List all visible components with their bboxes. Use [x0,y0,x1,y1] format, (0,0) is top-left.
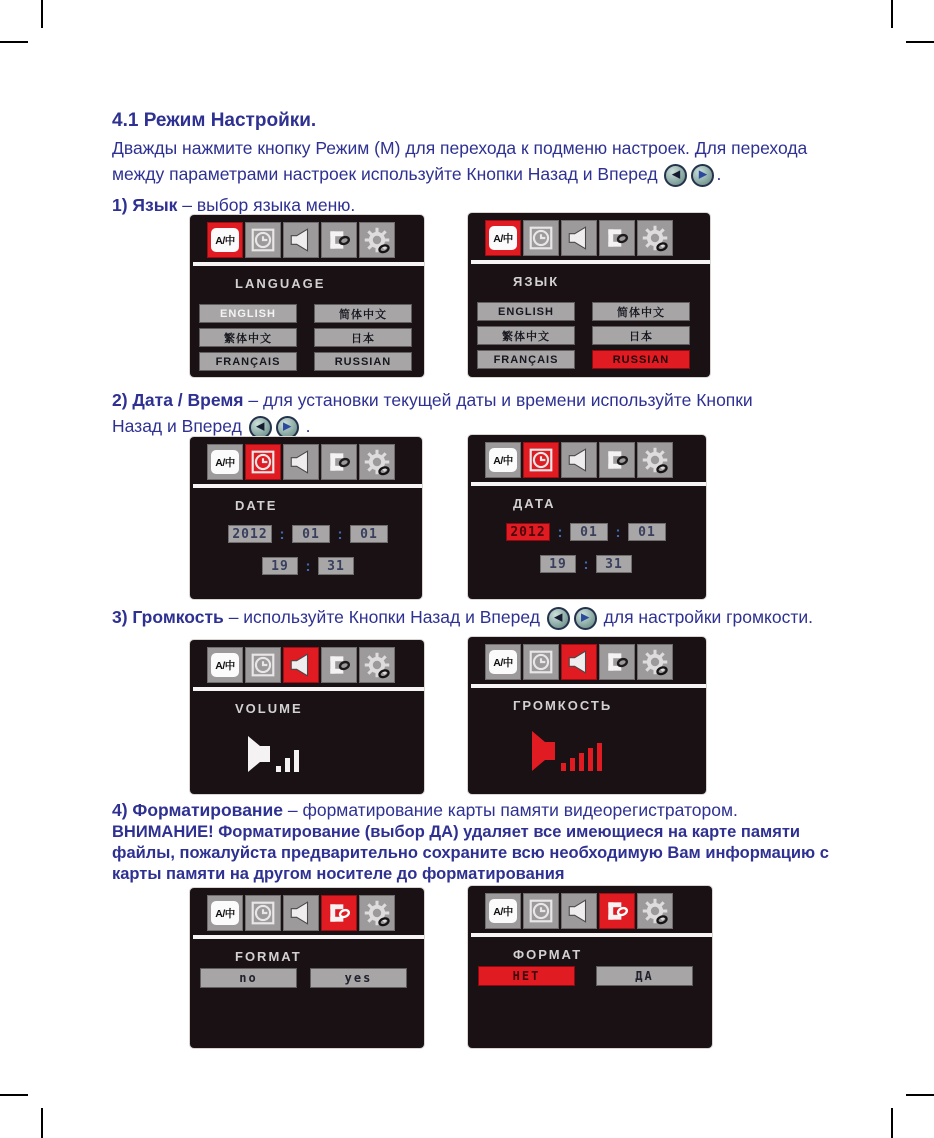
crop-mark [906,1094,934,1096]
forward-button[interactable] [276,416,299,439]
item-4-label: 4) Форматирование [112,800,283,820]
language-glyph: A/中 [211,228,239,252]
clock-icon[interactable] [245,895,281,931]
divider [193,935,424,939]
format-glyph [604,898,630,924]
format-no-button-selected[interactable]: НЕТ [478,966,575,986]
menu-screenshot-format-ru [468,886,712,1048]
menu-screenshot-volume-en [190,640,424,794]
minute-field[interactable]: 31 [596,555,632,573]
clock-glyph [528,447,554,473]
language-option-english[interactable]: ENGLISH [477,302,575,321]
forward-arrow-icon: ▶ [698,168,708,181]
language-option-french[interactable]: FRANÇAIS [199,352,297,371]
forward-button[interactable] [691,164,714,187]
back-button[interactable] [249,416,272,439]
clock-glyph [528,225,554,251]
speaker-tab-icon[interactable] [283,444,319,480]
menu-screenshot-volume-ru [468,637,706,794]
menu-title: ДАТА [513,496,556,511]
language-glyph: A/中 [489,650,517,674]
language-option-simplified-chinese[interactable]: 简体中文 [592,302,690,321]
format-warning-line3: карты памяти на другом носителе до форматирования [112,865,565,883]
settings-gear-icon[interactable] [359,895,395,931]
day-field[interactable]: 01 [350,525,388,543]
clock-icon[interactable] [245,444,281,480]
language-option-japanese[interactable]: 日本 [314,328,412,347]
intro-tail: . [716,164,722,184]
crop-mark [41,0,43,28]
format-warning-line1: ВНИМАНИЕ! Форматирование (выбор ДА) удаляет все имеющиеся на карте памяти [112,823,801,841]
clock-glyph [250,900,276,926]
time-fields [262,557,354,575]
speaker-glyph [566,649,592,675]
speaker-tab-icon[interactable] [561,644,597,680]
format-tab-icon[interactable] [599,442,635,478]
menu-title: ЯЗЫК [513,274,560,289]
speaker-glyph [288,900,314,926]
item-1-label: 1) Язык [112,195,178,215]
format-glyph [604,649,630,675]
format-tab-icon[interactable] [321,647,357,683]
speaker-glyph [288,449,314,475]
menu-title: DATE [235,498,278,513]
language-option-japanese[interactable]: 日本 [592,326,690,345]
item-2-date-line1 [112,389,753,412]
clock-glyph [528,649,554,675]
speaker-tab-icon[interactable] [283,895,319,931]
gear-glyph [363,651,391,679]
speaker-tab-icon[interactable] [561,442,597,478]
menu-tab-bar [207,444,395,480]
gear-glyph [363,448,391,476]
language-glyph: A/中 [211,901,239,925]
clock-icon[interactable] [523,442,559,478]
language-tab-icon[interactable] [207,895,243,931]
divider [193,262,424,266]
date-separator: : [337,525,343,543]
language-glyph: A/中 [211,653,239,677]
date-fields [228,525,388,543]
language-glyph: A/中 [211,450,239,474]
clock-icon[interactable] [523,893,559,929]
time-fields [540,555,632,573]
format-yes-button[interactable]: ДА [596,966,693,986]
item-2-date-line2 [112,415,310,439]
speaker-tab-icon[interactable] [283,647,319,683]
item-1-language-line [112,194,355,217]
menu-screenshot-date-en [190,437,422,599]
item-2-label: 2) Дата / Время [112,390,244,410]
gear-glyph [641,897,669,925]
divider [471,482,706,486]
language-option-french[interactable]: FRANÇAIS [477,350,575,369]
format-warning-line2: файлы, пожалуйста предварительно сохраните всю необходимую Вам информацию с [112,844,829,862]
clock-glyph [250,449,276,475]
format-glyph [604,225,630,251]
menu-screenshot-format-en [190,888,424,1048]
language-option-english[interactable]: ENGLISH [199,304,297,323]
language-tab-icon[interactable] [485,644,521,680]
divider [471,260,710,264]
speaker-tab-icon[interactable] [561,220,597,256]
format-tab-icon[interactable] [599,644,635,680]
volume-level-indicator [246,732,308,776]
item-3-text-after: для настройки громкости. [603,607,813,627]
format-tab-icon[interactable] [321,222,357,258]
speaker-glyph [288,652,314,678]
menu-title: VOLUME [235,701,303,716]
format-glyph [326,449,352,475]
menu-title: FORMAT [235,949,302,964]
settings-gear-icon[interactable] [637,644,673,680]
gear-glyph [363,899,391,927]
date-separator: : [557,523,563,541]
hour-field[interactable]: 19 [540,555,576,573]
settings-gear-icon[interactable] [359,647,395,683]
item-2-tail: . [300,416,311,436]
language-tab-icon[interactable] [207,222,243,258]
format-tab-icon[interactable] [599,220,635,256]
forward-button[interactable] [574,607,597,630]
language-glyph: A/中 [489,899,517,923]
time-separator: : [583,555,589,573]
language-tab-icon[interactable] [485,220,521,256]
forward-arrow-icon: ▶ [282,420,292,433]
year-field[interactable]: 2012 [228,525,272,543]
language-tab-icon[interactable] [207,444,243,480]
gear-glyph [641,224,669,252]
volume-level-indicator [530,725,608,777]
settings-gear-icon[interactable] [637,442,673,478]
clock-icon[interactable] [245,647,281,683]
language-glyph: A/中 [489,226,517,250]
language-options [199,304,412,371]
menu-tab-bar [485,893,673,929]
back-arrow-icon: ◀ [671,168,681,181]
language-tab-icon[interactable] [485,893,521,929]
day-field[interactable]: 01 [628,523,666,541]
crop-mark [891,0,893,28]
clock-glyph [250,227,276,253]
forward-arrow-icon: ▶ [581,611,590,624]
speaker-glyph [566,225,592,251]
clock-icon[interactable] [523,220,559,256]
speaker-glyph [288,227,314,253]
intro-text: между параметрами настроек используйте Кнопки Назад и Вперед [112,164,658,184]
format-glyph [326,900,352,926]
language-tab-icon[interactable] [485,442,521,478]
month-field[interactable]: 01 [570,523,608,541]
language-option-russian-selected[interactable]: RUSSIAN [592,350,690,369]
divider [193,484,422,488]
gear-glyph [641,446,669,474]
back-button[interactable] [664,164,687,187]
back-arrow-icon: ◀ [255,420,265,433]
back-arrow-icon: ◀ [554,611,563,624]
menu-title: ФОРМАТ [513,947,583,962]
clock-icon[interactable] [523,644,559,680]
settings-gear-icon[interactable] [359,444,395,480]
date-separator: : [279,525,285,543]
language-option-traditional-chinese[interactable]: 繁体中文 [477,326,575,345]
item-2-text: – для установки текущей даты и времени используйте Кнопки [243,390,753,410]
item-2-text2: Назад и Вперед [112,416,242,436]
settings-gear-icon[interactable] [637,893,673,929]
hour-field[interactable]: 19 [262,557,298,575]
clock-glyph [250,652,276,678]
menu-screenshot-language-en [190,215,424,377]
divider [471,933,712,937]
time-separator: : [305,557,311,575]
minute-field[interactable]: 31 [318,557,354,575]
language-glyph: A/中 [489,448,517,472]
speaker-tab-icon[interactable] [561,893,597,929]
item-4-text: – форматирование карты памяти видеорегистратором. [282,800,738,820]
language-option-simplified-chinese[interactable]: 简体中文 [314,304,412,323]
menu-screenshot-language-ru [468,213,710,377]
crop-mark [0,41,28,43]
speaker-glyph [566,447,592,473]
language-tab-icon[interactable] [207,647,243,683]
format-tab-icon[interactable] [321,444,357,480]
settings-gear-icon[interactable] [637,220,673,256]
item-3-volume-line [112,606,813,630]
format-tab-icon[interactable] [599,893,635,929]
menu-tab-bar [207,895,395,931]
date-separator: : [615,523,621,541]
item-4-format-line [112,799,738,822]
menu-tab-bar [485,220,673,256]
speaker-tab-icon[interactable] [283,222,319,258]
menu-title: LANGUAGE [235,276,326,291]
date-fields [506,523,666,541]
settings-gear-icon[interactable] [359,222,395,258]
item-3-label: 3) Громкость [112,607,224,627]
menu-tab-bar [485,644,673,680]
format-glyph [326,652,352,678]
item-3-text: – используйте Кнопки Назад и Вперед [223,607,540,627]
crop-mark [0,1094,28,1096]
back-button[interactable] [547,607,570,630]
clock-icon[interactable] [245,222,281,258]
menu-tab-bar [485,442,673,478]
crop-mark [906,41,934,43]
crop-mark [41,1108,43,1138]
crop-mark [891,1108,893,1138]
year-field-selected[interactable]: 2012 [506,523,550,541]
divider [471,684,706,688]
format-glyph [326,227,352,253]
month-field[interactable]: 01 [292,525,330,543]
menu-title: ГРОМКОСТЬ [513,698,613,713]
language-option-traditional-chinese[interactable]: 繁体中文 [199,328,297,347]
format-tab-icon[interactable] [321,895,357,931]
gear-glyph [363,226,391,254]
menu-screenshot-date-ru [468,435,706,599]
format-yes-button[interactable]: yes [310,968,407,988]
language-option-russian[interactable]: RUSSIAN [314,352,412,371]
intro-paragraph-line1: Дважды нажмите кнопку Режим (М) для перехода к подменю настроек. Для перехода [112,138,808,158]
menu-tab-bar [207,222,395,258]
gear-glyph [641,648,669,676]
item-1-text: – выбор языка меню. [177,195,356,215]
clock-glyph [528,898,554,924]
menu-tab-bar [207,647,395,683]
divider [193,687,424,691]
speaker-glyph [566,898,592,924]
format-glyph [604,447,630,473]
intro-paragraph-line2 [112,163,721,187]
language-options [477,302,690,369]
format-no-button[interactable]: no [200,968,297,988]
section-heading: 4.1 Режим Настройки. [112,110,317,131]
